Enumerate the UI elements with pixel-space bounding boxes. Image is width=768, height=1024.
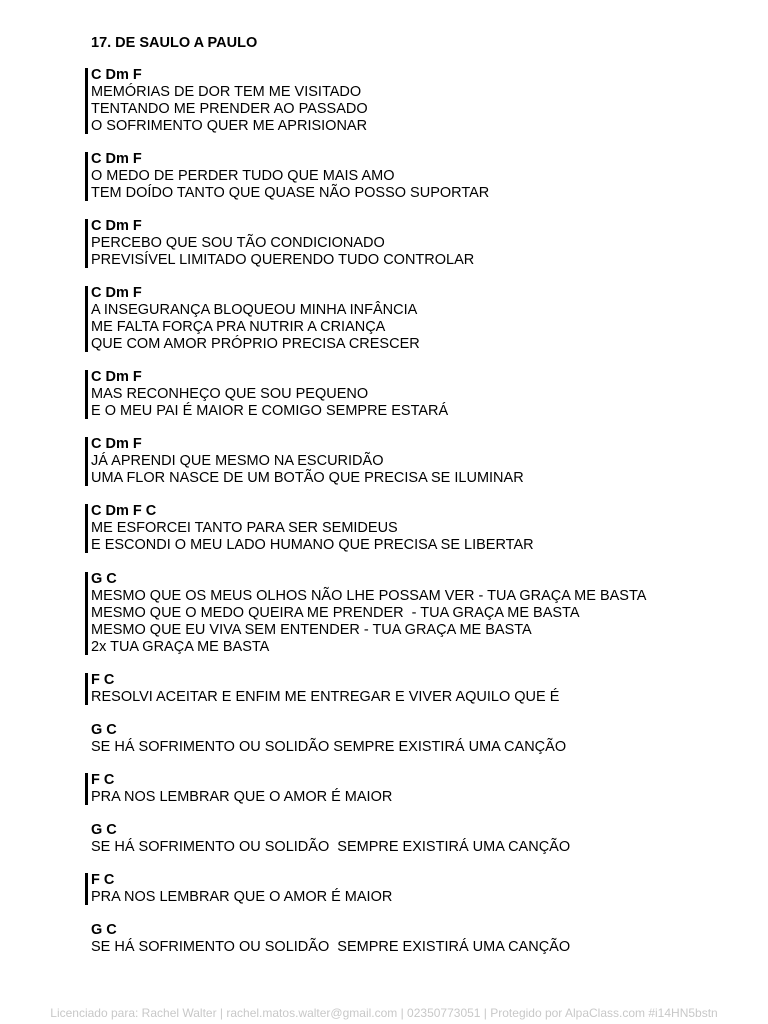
stanza bbox=[91, 67, 751, 135]
lyric-line: SE HÁ SOFRIMENTO OU SOLIDÃO SEMPRE EXISTIRÁ UMA CANÇÃO bbox=[91, 839, 571, 855]
lyric-line: MESMO QUE OS MEUS OLHOS NÃO LHE POSSAM VER - TUA GRAÇA ME BASTA bbox=[91, 588, 647, 604]
lyric-line: ME ESFORCEI TANTO PARA SER SEMIDEUS bbox=[91, 520, 398, 536]
chord-line: F C bbox=[91, 672, 115, 688]
license-footer: Licenciado para: Rachel Walter | rachel.matos.walter@gmail.com | 02350773051 | Protegido por AlpaClass.com #i14HN5bstn bbox=[50, 1006, 718, 1020]
chord-line: C Dm F bbox=[91, 369, 142, 385]
stanza bbox=[91, 672, 751, 706]
chord-line: C Dm F bbox=[91, 436, 142, 452]
lyric-line: QUE COM AMOR PRÓPRIO PRECISA CRESCER bbox=[91, 336, 420, 352]
lyric-line: UMA FLOR NASCE DE UM BOTÃO QUE PRECISA SE ILUMINAR bbox=[91, 470, 524, 486]
stanza bbox=[91, 822, 751, 856]
stanza bbox=[91, 218, 751, 269]
lyric-line: ME FALTA FORÇA PRA NUTRIR A CRIANÇA bbox=[91, 319, 386, 335]
stanza bbox=[91, 436, 751, 487]
chord-line: C Dm F bbox=[91, 151, 142, 167]
chord-line: C Dm F C bbox=[91, 503, 157, 519]
stanza bbox=[91, 772, 751, 806]
chord-line: C Dm F bbox=[91, 67, 142, 83]
song-title: 17. DE SAULO A PAULO bbox=[91, 35, 258, 51]
stanza bbox=[91, 571, 751, 656]
stanza bbox=[91, 369, 751, 420]
chord-line: G C bbox=[91, 822, 117, 838]
lyric-line: RESOLVI ACEITAR E ENFIM ME ENTREGAR E VIVER AQUILO QUE É bbox=[91, 689, 560, 705]
chord-line: G C bbox=[91, 571, 117, 587]
stanza bbox=[91, 503, 751, 554]
stanza bbox=[91, 722, 751, 756]
stanza bbox=[91, 872, 751, 906]
lyric-line: PRA NOS LEMBRAR QUE O AMOR É MAIOR bbox=[91, 889, 393, 905]
lyric-line: E ESCONDI O MEU LADO HUMANO QUE PRECISA SE LIBERTAR bbox=[91, 537, 534, 553]
lyric-line: E O MEU PAI É MAIOR E COMIGO SEMPRE ESTARÁ bbox=[91, 403, 449, 419]
lyric-line: O MEDO DE PERDER TUDO QUE MAIS AMO bbox=[91, 168, 395, 184]
chord-line: G C bbox=[91, 722, 117, 738]
lyric-line: MESMO QUE O MEDO QUEIRA ME PRENDER - TUA GRAÇA ME BASTA bbox=[91, 605, 580, 621]
chord-line: F C bbox=[91, 772, 115, 788]
chord-line: C Dm F bbox=[91, 285, 142, 301]
stanza bbox=[91, 151, 751, 202]
lyric-line: SE HÁ SOFRIMENTO OU SOLIDÃO SEMPRE EXISTIRÁ UMA CANÇÃO bbox=[91, 939, 571, 955]
lyric-line: MESMO QUE EU VIVA SEM ENTENDER - TUA GRAÇA ME BASTA bbox=[91, 622, 532, 638]
chord-line: C Dm F bbox=[91, 218, 142, 234]
lyric-line: PRA NOS LEMBRAR QUE O AMOR É MAIOR bbox=[91, 789, 393, 805]
lyric-line: O SOFRIMENTO QUER ME APRISIONAR bbox=[91, 118, 368, 134]
lyric-line: PERCEBO QUE SOU TÃO CONDICIONADO bbox=[91, 235, 385, 251]
chord-line: G C bbox=[91, 922, 117, 938]
lyric-line: SE HÁ SOFRIMENTO OU SOLIDÃO SEMPRE EXISTIRÁ UMA CANÇÃO bbox=[91, 739, 567, 755]
lyric-line: 2x TUA GRAÇA ME BASTA bbox=[91, 639, 270, 655]
lyric-line: JÁ APRENDI QUE MESMO NA ESCURIDÃO bbox=[91, 453, 384, 469]
chord-line: F C bbox=[91, 872, 115, 888]
stanza bbox=[91, 285, 751, 353]
lyric-line: MEMÓRIAS DE DOR TEM ME VISITADO bbox=[91, 84, 362, 100]
lyric-line: MAS RECONHEÇO QUE SOU PEQUENO bbox=[91, 386, 369, 402]
lyric-line: A INSEGURANÇA BLOQUEOU MINHA INFÂNCIA bbox=[91, 302, 418, 318]
lyric-line: PREVISÍVEL LIMITADO QUERENDO TUDO CONTROLAR bbox=[91, 252, 475, 268]
lyric-line: TENTANDO ME PRENDER AO PASSADO bbox=[91, 101, 368, 117]
stanza bbox=[91, 922, 751, 956]
lyric-line: TEM DOÍDO TANTO QUE QUASE NÃO POSSO SUPORTAR bbox=[91, 185, 490, 201]
